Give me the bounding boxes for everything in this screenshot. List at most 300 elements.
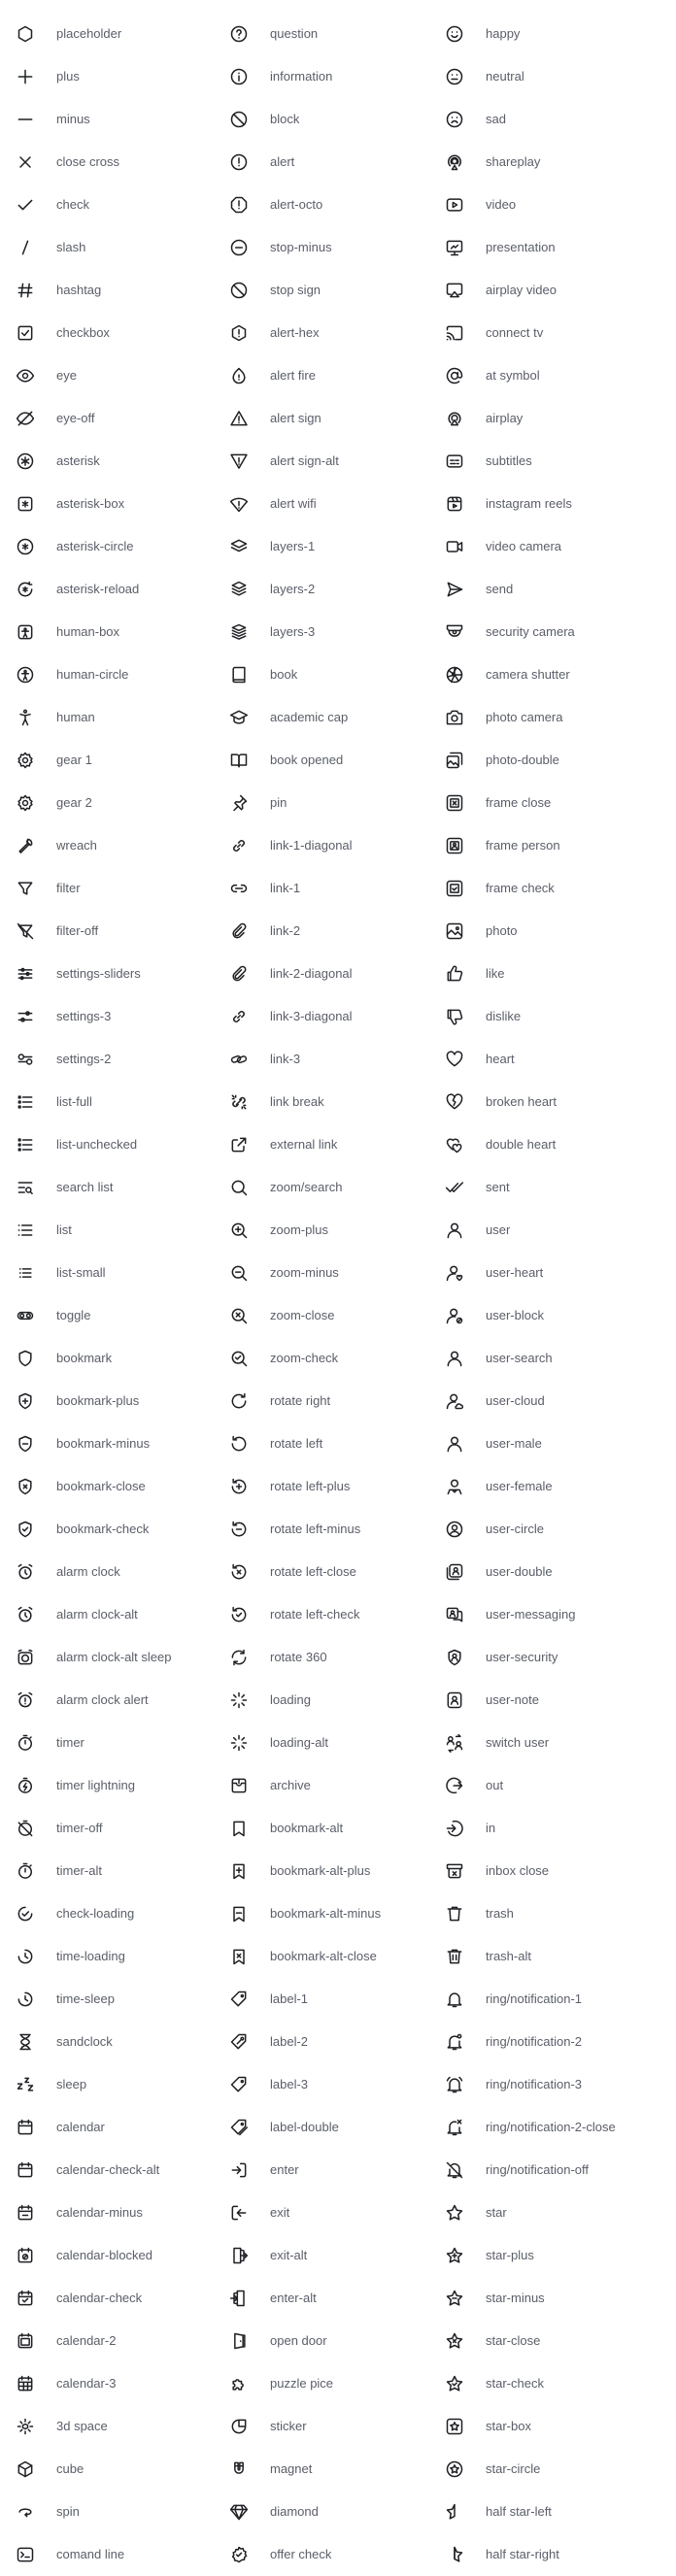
magnet-icon bbox=[229, 2459, 249, 2479]
broken-heart-icon bbox=[445, 1092, 464, 1112]
subtitles-icon bbox=[445, 452, 464, 471]
icon-label: shareplay bbox=[486, 154, 541, 169]
icon-label: alert wifi bbox=[270, 496, 317, 511]
icon-label: neutral bbox=[486, 69, 524, 84]
bell-2-icon bbox=[445, 2032, 464, 2052]
eye-icon bbox=[16, 366, 35, 385]
icon-item-alarm-clock-alt bbox=[16, 1593, 241, 1636]
cube-icon bbox=[16, 2459, 35, 2479]
icon-label: user-female bbox=[486, 1479, 553, 1493]
spin-icon bbox=[16, 2502, 35, 2522]
icon-item-alert-hex bbox=[229, 312, 455, 354]
icon-item-alert-fire bbox=[229, 354, 455, 397]
icon-label: send bbox=[486, 582, 514, 596]
zoom-plus-icon bbox=[229, 1221, 249, 1240]
icon-item-photo-camera bbox=[445, 696, 670, 739]
close-icon bbox=[16, 152, 35, 172]
icon-label: calendar-3 bbox=[56, 2376, 117, 2391]
icon-item-label-2 bbox=[229, 2021, 455, 2063]
icon-item-happy-face bbox=[445, 13, 670, 55]
icon-label: layers-1 bbox=[270, 539, 316, 553]
icon-label: alarm clock alert bbox=[56, 1692, 149, 1707]
icon-label: asterisk-box bbox=[56, 496, 125, 511]
icon-item-in bbox=[445, 1807, 670, 1850]
icon-label: archive bbox=[270, 1778, 311, 1792]
external-link-icon bbox=[229, 1135, 249, 1154]
icon-label: toggle bbox=[56, 1308, 91, 1322]
icon-item-asterisk-reload bbox=[16, 568, 241, 611]
neutral-face-icon bbox=[445, 67, 464, 86]
icon-label: bookmark-minus bbox=[56, 1436, 151, 1451]
icon-label: ring/notification-2-close bbox=[486, 2120, 616, 2134]
bookmark-alt-plus-icon bbox=[229, 1861, 249, 1881]
checkbox-icon bbox=[16, 323, 35, 343]
icon-item-search bbox=[229, 1166, 455, 1209]
icon-item-zoom-close bbox=[229, 1294, 455, 1337]
icon-label: comand line bbox=[56, 2547, 125, 2561]
icon-item-star bbox=[445, 2191, 670, 2234]
exit-alt-icon bbox=[229, 2246, 249, 2265]
icon-label: gear 1 bbox=[56, 753, 92, 767]
icon-item-settings-2 bbox=[16, 1038, 241, 1081]
icon-label: broken heart bbox=[486, 1094, 557, 1109]
archive-icon bbox=[229, 1776, 249, 1795]
icon-label: star-check bbox=[486, 2376, 544, 2391]
icon-label: in bbox=[486, 1821, 496, 1835]
icon-item-calendar-blocked bbox=[16, 2234, 241, 2277]
icon-item-puzzle bbox=[229, 2362, 455, 2405]
sleep-icon bbox=[16, 2075, 35, 2094]
icon-item-connect-tv bbox=[445, 312, 670, 354]
icon-item-link-diagonal bbox=[229, 824, 455, 867]
video-camera-icon bbox=[445, 537, 464, 556]
rotate-left-minus-icon bbox=[229, 1520, 249, 1539]
alert-triangle-icon bbox=[229, 409, 249, 428]
alert-hex-icon bbox=[229, 323, 249, 343]
icon-item-hashtag bbox=[16, 269, 241, 312]
question-icon bbox=[229, 24, 249, 44]
rotate-left-close-icon bbox=[229, 1562, 249, 1582]
icon-item-frame-person bbox=[445, 824, 670, 867]
icon-label: timer-alt bbox=[56, 1863, 102, 1878]
out-icon bbox=[445, 1776, 464, 1795]
icon-label: rotate left-minus bbox=[270, 1522, 361, 1536]
layers-3-icon bbox=[229, 622, 249, 642]
icon-label: checkbox bbox=[56, 325, 110, 340]
icon-item-3d-space bbox=[16, 2405, 241, 2448]
icon-label: stop sign bbox=[270, 283, 321, 297]
icon-item-link-2-diagonal bbox=[229, 953, 455, 995]
icon-item-link-break bbox=[229, 1081, 455, 1123]
icon-label: rotate left bbox=[270, 1436, 323, 1451]
icon-item-alert-triangle bbox=[229, 397, 455, 440]
calendar-check-alt-icon bbox=[16, 2160, 35, 2180]
icon-label: switch user bbox=[486, 1735, 550, 1750]
icon-label: frame person bbox=[486, 838, 560, 853]
icon-label: rotate left-check bbox=[270, 1607, 360, 1622]
icon-label: ring/notification-2 bbox=[486, 2034, 582, 2049]
icon-label: loading bbox=[270, 1692, 311, 1707]
exit-icon bbox=[229, 2203, 249, 2223]
icon-label: user-block bbox=[486, 1308, 544, 1322]
icon-item-time-loading bbox=[16, 1935, 241, 1978]
icon-label: frame check bbox=[486, 881, 555, 895]
user-cloud-icon bbox=[445, 1391, 464, 1411]
icon-item-search-list bbox=[16, 1166, 241, 1209]
icon-item-user-heart bbox=[445, 1252, 670, 1294]
search-list-icon bbox=[16, 1178, 35, 1197]
icon-label: puzzle pice bbox=[270, 2376, 334, 2391]
icon-label: at symbol bbox=[486, 368, 540, 383]
icon-label: calendar-minus bbox=[56, 2205, 143, 2220]
icon-item-inbox-close bbox=[445, 1850, 670, 1892]
human-circle-icon bbox=[16, 665, 35, 685]
icon-item-enter-alt bbox=[229, 2277, 455, 2320]
star-close-icon bbox=[445, 2331, 464, 2351]
icon-label: academic cap bbox=[270, 710, 349, 724]
icon-label: trash-alt bbox=[486, 1949, 531, 1963]
icon-item-bookmark-plus bbox=[16, 1380, 241, 1422]
icon-label: double heart bbox=[486, 1137, 557, 1152]
icon-item-user-male bbox=[445, 1422, 670, 1465]
icon-label: filter-off bbox=[56, 923, 99, 938]
gear-2-icon bbox=[16, 793, 35, 813]
icon-item-bell-off bbox=[445, 2149, 670, 2191]
icon-item-magnet bbox=[229, 2448, 455, 2491]
presentation-icon bbox=[445, 238, 464, 257]
icon-label: offer check bbox=[270, 2547, 332, 2561]
icon-item-neutral-face bbox=[445, 55, 670, 98]
like-icon bbox=[445, 964, 464, 984]
icon-item-asterisk-circle bbox=[16, 525, 241, 568]
icon-label: calendar-blocked bbox=[56, 2248, 153, 2262]
icon-label: label-double bbox=[270, 2120, 339, 2134]
sad-face-icon bbox=[445, 110, 464, 129]
list-unchecked-icon bbox=[16, 1135, 35, 1154]
hashtag-icon bbox=[16, 281, 35, 300]
icon-item-user-female bbox=[445, 1465, 670, 1508]
icon-item-stop-sign bbox=[229, 269, 455, 312]
icon-item-bookmark-check bbox=[16, 1508, 241, 1551]
slash-icon bbox=[16, 238, 35, 257]
icon-item-human-circle bbox=[16, 653, 241, 696]
icon-item-rotate-right bbox=[229, 1380, 455, 1422]
icon-label: user-security bbox=[486, 1650, 558, 1664]
command-line-icon bbox=[16, 2545, 35, 2564]
icon-label: link-3-diagonal bbox=[270, 1009, 353, 1023]
icon-item-filter-off bbox=[16, 910, 241, 953]
icon-item-label-3 bbox=[229, 2063, 455, 2106]
icon-item-airplay-video bbox=[445, 269, 670, 312]
icon-item-diamond bbox=[229, 2491, 455, 2533]
bookmark-check-icon bbox=[16, 1520, 35, 1539]
icon-label: loading-alt bbox=[270, 1735, 328, 1750]
frame-close-icon bbox=[445, 793, 464, 813]
icon-item-star-minus bbox=[445, 2277, 670, 2320]
icon-label: rotate right bbox=[270, 1393, 331, 1408]
icon-label: bookmark-alt-close bbox=[270, 1949, 377, 1963]
asterisk-icon bbox=[16, 452, 35, 471]
icon-label: external link bbox=[270, 1137, 338, 1152]
icon-item-instagram-reels bbox=[445, 483, 670, 525]
icon-label: slash bbox=[56, 240, 86, 254]
icon-item-check bbox=[16, 184, 241, 226]
photo-icon bbox=[445, 921, 464, 941]
icon-label: zoom-plus bbox=[270, 1222, 328, 1237]
icon-label: star-minus bbox=[486, 2291, 545, 2305]
icon-item-user-block bbox=[445, 1294, 670, 1337]
icon-item-alert-octagon bbox=[229, 184, 455, 226]
layers-1-icon bbox=[229, 537, 249, 556]
icon-label: layers-2 bbox=[270, 582, 316, 596]
half-star-right-icon bbox=[445, 2545, 464, 2564]
icon-label: alarm clock bbox=[56, 1564, 120, 1579]
icon-label: calendar-2 bbox=[56, 2333, 117, 2348]
user-male-icon bbox=[445, 1434, 464, 1454]
asterisk-reload-icon bbox=[16, 580, 35, 599]
link-icon bbox=[229, 879, 249, 898]
icon-item-timer-off bbox=[16, 1807, 241, 1850]
link-break-icon bbox=[229, 1092, 249, 1112]
star-plus-icon bbox=[445, 2246, 464, 2265]
icon-label: pin bbox=[270, 795, 287, 810]
icon-label: rotate left-plus bbox=[270, 1479, 351, 1493]
bookmark-plus-icon bbox=[16, 1391, 35, 1411]
icon-item-info bbox=[229, 55, 455, 98]
icon-item-rotate-left-check bbox=[229, 1593, 455, 1636]
icon-item-bookmark-alt-close bbox=[229, 1935, 455, 1978]
icon-label: list-small bbox=[56, 1265, 106, 1280]
toggle-icon bbox=[16, 1306, 35, 1325]
book-opened-icon bbox=[229, 751, 249, 770]
check-icon bbox=[16, 195, 35, 215]
icon-item-hexagon bbox=[16, 13, 241, 55]
icon-label: alert fire bbox=[270, 368, 316, 383]
wrench-icon bbox=[16, 836, 35, 855]
icon-item-shareplay bbox=[445, 141, 670, 184]
icon-item-sad-face bbox=[445, 98, 670, 141]
loading-icon bbox=[229, 1690, 249, 1710]
icon-item-rotate-left-plus bbox=[229, 1465, 455, 1508]
icon-label: bookmark-plus bbox=[56, 1393, 140, 1408]
icon-label: label-3 bbox=[270, 2077, 309, 2091]
icon-item-out bbox=[445, 1764, 670, 1807]
block-icon bbox=[229, 110, 249, 129]
icon-item-broken-heart bbox=[445, 1081, 670, 1123]
icon-label: eye-off bbox=[56, 411, 95, 425]
star-check-icon bbox=[445, 2374, 464, 2393]
list-full-icon bbox=[16, 1092, 35, 1112]
icon-item-double-heart bbox=[445, 1123, 670, 1166]
zoom-minus-icon bbox=[229, 1263, 249, 1283]
icon-item-alarm-sleep bbox=[16, 1636, 241, 1679]
icon-label: time-loading bbox=[56, 1949, 125, 1963]
icon-item-minus bbox=[16, 98, 241, 141]
icon-item-slash bbox=[16, 226, 241, 269]
icon-item-exit-alt bbox=[229, 2234, 455, 2277]
alert-icon bbox=[229, 152, 249, 172]
icon-label: time-sleep bbox=[56, 1991, 115, 2006]
user-security-icon bbox=[445, 1648, 464, 1667]
asterisk-box-icon bbox=[16, 494, 35, 514]
bookmark-alt-icon bbox=[229, 1819, 249, 1838]
list-small-icon bbox=[16, 1263, 35, 1283]
asterisk-circle-icon bbox=[16, 537, 35, 556]
icon-item-toggle bbox=[16, 1294, 241, 1337]
icon-label: alert sign-alt bbox=[270, 453, 339, 468]
bookmark-icon bbox=[16, 1349, 35, 1368]
icon-item-timer-lightning bbox=[16, 1764, 241, 1807]
icon-item-bell-3 bbox=[445, 2063, 670, 2106]
icon-item-pin bbox=[229, 782, 455, 824]
icon-item-zoom-plus bbox=[229, 1209, 455, 1252]
icon-item-user-cloud bbox=[445, 1380, 670, 1422]
icon-column-3 bbox=[445, 13, 670, 2576]
rotate-left-check-icon bbox=[229, 1605, 249, 1624]
icon-label: calendar-check-alt bbox=[56, 2162, 160, 2177]
icon-label: sandclock bbox=[56, 2034, 113, 2049]
icon-item-user-note bbox=[445, 1679, 670, 1722]
icon-item-time-sleep bbox=[16, 1978, 241, 2021]
icon-label: calendar-check bbox=[56, 2291, 143, 2305]
icon-item-photo bbox=[445, 910, 670, 953]
photo-camera-icon bbox=[445, 708, 464, 727]
bell-icon bbox=[445, 1990, 464, 2009]
icon-item-dislike bbox=[445, 995, 670, 1038]
icon-item-trash-alt bbox=[445, 1935, 670, 1978]
icon-item-link-2 bbox=[229, 910, 455, 953]
icon-item-user-security bbox=[445, 1636, 670, 1679]
icon-label: ring/notification-off bbox=[486, 2162, 589, 2177]
icon-label: star-circle bbox=[486, 2461, 541, 2476]
happy-face-icon bbox=[445, 24, 464, 44]
icon-item-offer-check bbox=[229, 2533, 455, 2576]
airplay-icon bbox=[445, 409, 464, 428]
bell-off-icon bbox=[445, 2160, 464, 2180]
icon-label: plus bbox=[56, 69, 80, 84]
icon-item-eye-off bbox=[16, 397, 241, 440]
icon-item-sliders bbox=[16, 953, 241, 995]
plus-icon bbox=[16, 67, 35, 86]
alarm-clock-alt-icon bbox=[16, 1605, 35, 1624]
settings-3-icon bbox=[16, 1007, 35, 1026]
icon-label: user-note bbox=[486, 1692, 539, 1707]
icon-item-alert bbox=[229, 141, 455, 184]
icon-label: timer lightning bbox=[56, 1778, 135, 1792]
icon-item-gear bbox=[16, 739, 241, 782]
icon-label: placeholder bbox=[56, 26, 122, 41]
icon-label: airplay bbox=[486, 411, 524, 425]
icon-label: frame close bbox=[486, 795, 552, 810]
icon-item-list-full bbox=[16, 1081, 241, 1123]
icon-item-book bbox=[229, 653, 455, 696]
icon-item-close bbox=[16, 141, 241, 184]
icon-item-video-camera bbox=[445, 525, 670, 568]
icon-label: zoom-close bbox=[270, 1308, 335, 1322]
icon-item-bookmark-alt bbox=[229, 1807, 455, 1850]
link-diagonal-icon bbox=[229, 836, 249, 855]
icon-label: zoom-check bbox=[270, 1351, 339, 1365]
user-block-icon bbox=[445, 1306, 464, 1325]
icon-label: star-box bbox=[486, 2419, 531, 2433]
sent-icon bbox=[445, 1178, 464, 1197]
in-icon bbox=[445, 1819, 464, 1838]
icon-label: bookmark-check bbox=[56, 1522, 150, 1536]
user-messaging-icon bbox=[445, 1605, 464, 1624]
icon-item-loading bbox=[229, 1679, 455, 1722]
icon-column-1 bbox=[16, 13, 241, 2576]
icon-item-book-opened bbox=[229, 739, 455, 782]
bookmark-close-icon bbox=[16, 1477, 35, 1496]
rotate-right-icon bbox=[229, 1391, 249, 1411]
layers-2-icon bbox=[229, 580, 249, 599]
icon-label: link-2-diagonal bbox=[270, 966, 353, 981]
icon-item-cube bbox=[16, 2448, 241, 2491]
icon-item-user-messaging bbox=[445, 1593, 670, 1636]
icon-item-subtitles bbox=[445, 440, 670, 483]
puzzle-icon bbox=[229, 2374, 249, 2393]
icon-item-archive bbox=[229, 1764, 455, 1807]
gear-icon bbox=[16, 751, 35, 770]
icon-item-alarm-clock bbox=[16, 1551, 241, 1593]
icon-item-camera-shutter bbox=[445, 653, 670, 696]
list-icon bbox=[16, 1221, 35, 1240]
icon-item-presentation bbox=[445, 226, 670, 269]
icon-label: user-search bbox=[486, 1351, 553, 1365]
icon-item-calendar-check bbox=[16, 2277, 241, 2320]
icon-item-rotate-360 bbox=[229, 1636, 455, 1679]
icon-item-label-double bbox=[229, 2106, 455, 2149]
instagram-reels-icon bbox=[445, 494, 464, 514]
time-sleep-icon bbox=[16, 1990, 35, 2009]
icon-label: like bbox=[486, 966, 505, 981]
link-3-icon bbox=[229, 1050, 249, 1069]
icon-label: book opened bbox=[270, 753, 344, 767]
3d-space-icon bbox=[16, 2417, 35, 2436]
icon-item-calendar bbox=[16, 2106, 241, 2149]
icon-label: spin bbox=[56, 2504, 80, 2519]
label-2-icon bbox=[229, 2032, 249, 2052]
icon-label: user-male bbox=[486, 1436, 542, 1451]
icon-label: link-1-diagonal bbox=[270, 838, 353, 853]
frame-check-icon bbox=[445, 879, 464, 898]
icon-label: video camera bbox=[486, 539, 562, 553]
label-3-icon bbox=[229, 2075, 249, 2094]
human-icon bbox=[16, 708, 35, 727]
icon-label: connect tv bbox=[486, 325, 544, 340]
icon-label: filter bbox=[56, 881, 81, 895]
settings-2-icon bbox=[16, 1050, 35, 1069]
alert-fire-icon bbox=[229, 366, 249, 385]
switch-user-icon bbox=[445, 1733, 464, 1753]
icon-item-timer bbox=[16, 1722, 241, 1764]
stop-sign-icon bbox=[229, 281, 249, 300]
icon-item-calendar-2 bbox=[16, 2320, 241, 2362]
icon-item-like bbox=[445, 953, 670, 995]
icon-item-send bbox=[445, 568, 670, 611]
timer-alt-icon bbox=[16, 1861, 35, 1881]
icon-column-2 bbox=[229, 13, 455, 2576]
icon-label: list-full bbox=[56, 1094, 92, 1109]
icon-label: alarm clock-alt bbox=[56, 1607, 138, 1622]
icon-item-bell bbox=[445, 1978, 670, 2021]
bookmark-minus-icon bbox=[16, 1434, 35, 1454]
user-heart-icon bbox=[445, 1263, 464, 1283]
icon-item-wrench bbox=[16, 824, 241, 867]
bookmark-alt-minus-icon bbox=[229, 1904, 249, 1924]
icon-label: timer-off bbox=[56, 1821, 103, 1835]
inbox-close-icon bbox=[445, 1861, 464, 1881]
